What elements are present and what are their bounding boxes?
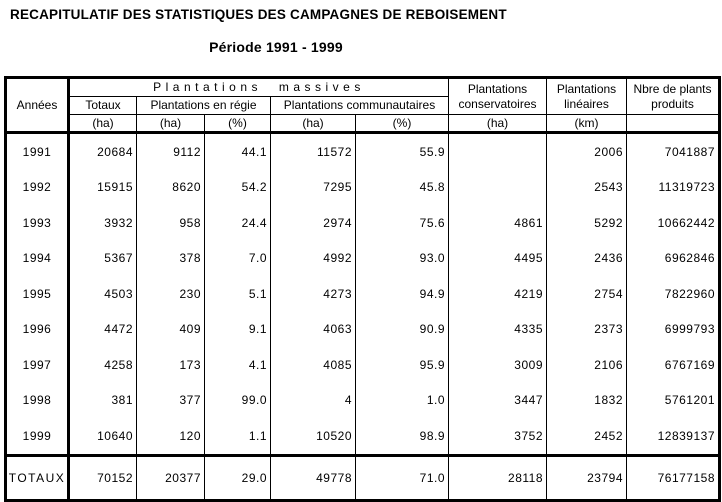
table-row [6,133,720,170]
value-cell: 4472 [69,312,137,348]
totals-label-cell: TOTAUX [6,455,69,500]
header-row-1 [6,78,720,97]
value-cell: 381 [69,383,137,419]
value-cell: 958 [137,205,205,241]
value-cell: 8620 [137,170,205,206]
value-cell: 4219 [449,276,547,312]
table-row [6,205,720,241]
unit-regie-pct: (%) [205,115,271,133]
unit-lineaires-km: (km) [547,115,627,133]
value-cell: 2754 [547,276,627,312]
value-cell: 90.9 [356,312,449,348]
col-header-plantations-en-regie: Plantations en régie [137,97,271,115]
value-cell: 24.4 [205,205,271,241]
value-cell: 4273 [271,276,356,312]
value-cell: 54.2 [205,170,271,206]
value-cell: 76177158 [627,455,720,500]
value-cell: 29.0 [205,455,271,500]
value-cell: 377 [137,383,205,419]
header-row-units [6,115,720,133]
value-cell: 2974 [271,205,356,241]
value-cell: 95.9 [356,347,449,383]
value-cell: 378 [137,241,205,277]
year-cell: 1998 [6,383,69,419]
value-cell: 6999793 [627,312,720,348]
col-header-plantations-communautaires: Plantations communautaires [271,97,449,115]
col-header-nbre-plants-produits [627,78,720,115]
value-cell: 2452 [547,418,627,455]
value-cell: 230 [137,276,205,312]
value-cell: 55.9 [356,133,449,170]
value-cell: 2373 [547,312,627,348]
table-row [6,383,720,419]
value-cell: 2006 [547,133,627,170]
value-cell: 94.9 [356,276,449,312]
value-cell: 93.0 [356,241,449,277]
table-row [6,347,720,383]
value-cell: 173 [137,347,205,383]
value-cell: 9112 [137,133,205,170]
header-line: conservatoires [458,96,537,111]
value-cell: 11319723 [627,170,720,206]
col-header-plantations-lineaires [547,78,627,115]
year-cell: 1992 [6,170,69,206]
col-header-plantations-conservatoires [449,78,547,115]
value-cell [449,170,547,206]
col-header-annees: Années [6,78,69,133]
value-cell: 70152 [69,455,137,500]
value-cell: 120 [137,418,205,455]
value-cell: 3752 [449,418,547,455]
year-cell: 1993 [6,205,69,241]
header-line: produits [651,96,694,111]
unit-empty-cell [627,115,720,133]
value-cell: 20684 [69,133,137,170]
unit-conservatoires-ha: (ha) [449,115,547,133]
value-cell: 1.1 [205,418,271,455]
year-cell: 1991 [6,133,69,170]
year-cell: 1996 [6,312,69,348]
reboisement-statistics-table [4,76,721,502]
value-cell: 5367 [69,241,137,277]
year-cell: 1999 [6,418,69,455]
value-cell: 4 [271,383,356,419]
value-cell: 5761201 [627,383,720,419]
value-cell: 6767169 [627,347,720,383]
value-cell: 23794 [547,455,627,500]
col-header-plantations-massives: Plantations massives [69,78,449,97]
value-cell: 7.0 [205,241,271,277]
table-row [6,170,720,206]
value-cell: 28118 [449,455,547,500]
unit-regie-ha: (ha) [137,115,205,133]
value-cell: 4495 [449,241,547,277]
value-cell [449,133,547,170]
value-cell: 75.6 [356,205,449,241]
value-cell: 15915 [69,170,137,206]
value-cell: 11572 [271,133,356,170]
value-cell: 7822960 [627,276,720,312]
value-cell: 44.1 [205,133,271,170]
header-line: Nbre de plants [633,81,712,96]
value-cell: 5.1 [205,276,271,312]
report-subtitle: Période 1991 - 1999 [209,39,343,55]
header-line: Plantations [467,81,528,96]
value-cell: 2436 [547,241,627,277]
value-cell: 409 [137,312,205,348]
totals-row [6,455,720,500]
value-cell: 20377 [137,455,205,500]
table-row [6,276,720,312]
table-row [6,241,720,277]
value-cell: 2106 [547,347,627,383]
report-title: RECAPITULATIF DES STATISTIQUES DES CAMPAGNES DE REBOISEMENT [10,7,507,22]
year-cell: 1995 [6,276,69,312]
value-cell: 5292 [547,205,627,241]
value-cell: 12839137 [627,418,720,455]
value-cell: 4085 [271,347,356,383]
value-cell: 71.0 [356,455,449,500]
unit-totaux-ha: (ha) [69,115,137,133]
value-cell: 4992 [271,241,356,277]
year-cell: 1994 [6,241,69,277]
table-row [6,418,720,455]
value-cell: 10662442 [627,205,720,241]
value-cell: 4335 [449,312,547,348]
value-cell: 4063 [271,312,356,348]
value-cell: 3009 [449,347,547,383]
value-cell: 98.9 [356,418,449,455]
value-cell: 99.0 [205,383,271,419]
unit-communautaires-pct: (%) [356,115,449,133]
value-cell: 45.8 [356,170,449,206]
table-row [6,312,720,348]
unit-communautaires-ha: (ha) [271,115,356,133]
value-cell: 3447 [449,383,547,419]
header-line: Plantations [556,81,617,96]
value-cell: 3932 [69,205,137,241]
value-cell: 1832 [547,383,627,419]
value-cell: 10520 [271,418,356,455]
value-cell: 10640 [69,418,137,455]
value-cell: 4258 [69,347,137,383]
year-cell: 1997 [6,347,69,383]
value-cell: 7295 [271,170,356,206]
value-cell: 4503 [69,276,137,312]
value-cell: 49778 [271,455,356,500]
value-cell: 7041887 [627,133,720,170]
value-cell: 1.0 [356,383,449,419]
value-cell: 9.1 [205,312,271,348]
value-cell: 4861 [449,205,547,241]
header-line: linéaires [564,96,609,111]
value-cell: 6962846 [627,241,720,277]
value-cell: 2543 [547,170,627,206]
value-cell: 4.1 [205,347,271,383]
col-header-totaux: Totaux [69,97,137,115]
